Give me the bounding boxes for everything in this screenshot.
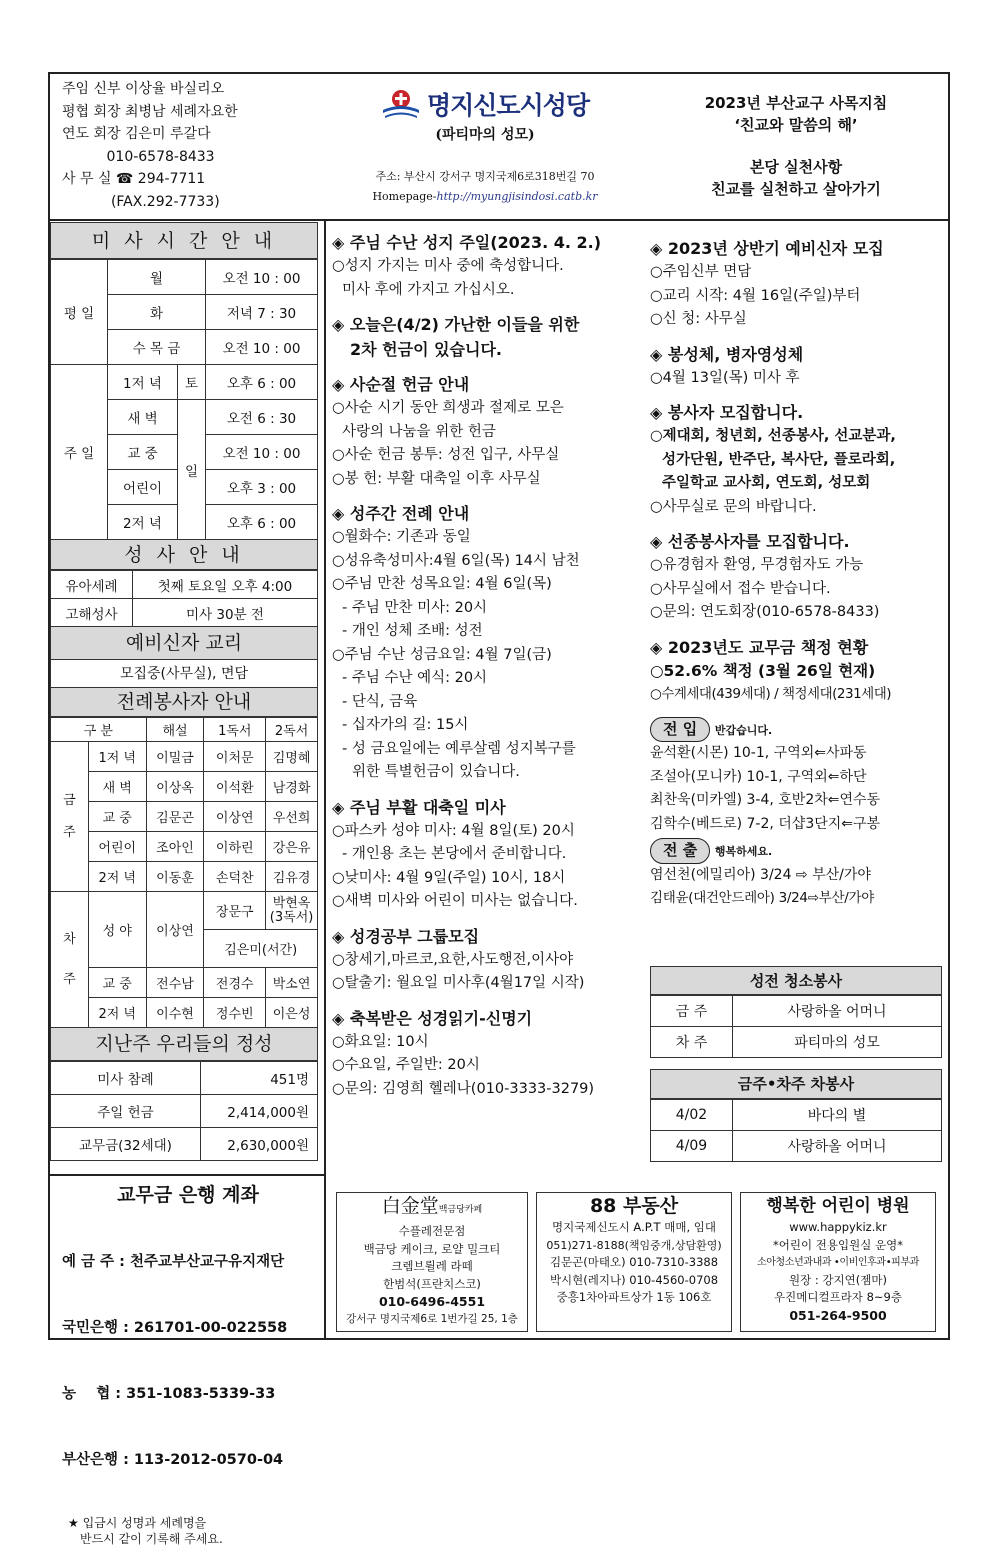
catechumen-title: 예비신자 교리 bbox=[50, 627, 318, 660]
staff-line: (FAX.292-7733) bbox=[62, 193, 220, 210]
bank-title: 교무금 은행 계좌 bbox=[117, 1184, 259, 1206]
mass-day: 교 중 bbox=[108, 435, 178, 470]
server-cell: 이상연 bbox=[204, 802, 266, 832]
motto-line: ‘친교와 말씀의 해’ bbox=[734, 116, 858, 134]
staff-line: 평협 회장 최병남 세례자요한 bbox=[62, 103, 238, 120]
ad-line: 중흥1차아파트상가 1동 106호 bbox=[556, 1290, 712, 1304]
text-line: 사랑의 나눔을 위한 헌금 bbox=[342, 423, 496, 440]
section-heading: ◈ 봉성체, 병자영성체 bbox=[650, 344, 804, 364]
this-week-label: 금 주 bbox=[51, 742, 89, 892]
text-line: ○4월 13일(목) 미사 후 bbox=[650, 369, 800, 386]
server-cell: 박소연 bbox=[266, 968, 318, 998]
text-line: - 주님 수난 예식: 20시 bbox=[342, 670, 488, 686]
text-line: 윤석환(시몬) 10-1, 구역외⇐사파동 bbox=[650, 745, 867, 761]
staff-line: 연도 회장 김은미 루갈다 bbox=[62, 126, 211, 142]
ad-line: 강서구 명지국제6로 1번가길 25, 1층 bbox=[346, 1312, 518, 1325]
left-column bbox=[50, 222, 318, 1161]
transfer-in-note: 반갑습니다. bbox=[714, 723, 773, 737]
text-line: ○주임신부 면담 bbox=[650, 264, 752, 280]
offering-table bbox=[50, 1061, 318, 1161]
server-cell: 어린이 bbox=[88, 832, 146, 862]
cleaning-key: 차 주 bbox=[651, 1027, 733, 1058]
tea-box bbox=[650, 1069, 942, 1162]
server-name: 박현옥 bbox=[272, 895, 311, 911]
mass-table bbox=[50, 259, 318, 540]
server-cell: 김명혜 bbox=[266, 742, 318, 772]
sacrament-value: 미사 30분 전 bbox=[133, 599, 318, 627]
mass-time: 오전 10 : 00 bbox=[206, 435, 318, 470]
server-cell: 2저 녁 bbox=[88, 862, 146, 892]
cleaning-value: 파티마의 성모 bbox=[733, 1027, 942, 1058]
homepage-link[interactable]: http://myungjisindosi.catb.kr bbox=[436, 190, 598, 203]
text-line: ○신 청: 사무실 bbox=[650, 311, 747, 327]
text-line: 최찬욱(미카엘) 3-4, 호반2차⇐연수동 bbox=[650, 792, 881, 808]
ad-line: 김문곤(마태오) 010-7310-3388 bbox=[549, 1255, 719, 1269]
text-line: ○문의: 김영희 헬레나(010-3333-3279) bbox=[332, 1080, 595, 1097]
server-cell: 이은성 bbox=[266, 998, 318, 1028]
staff-line: 사 무 실 ☎ 294-7711 bbox=[62, 171, 206, 187]
mass-time: 오후 6 : 00 bbox=[206, 505, 318, 540]
server-role: (3독서) bbox=[269, 909, 314, 925]
church-subtitle: (파티마의 성모) bbox=[435, 127, 535, 143]
text-line: 미사 후에 가지고 가십시오. bbox=[342, 281, 515, 298]
section-heading: ◈ 선종봉사자를 모집합니다. bbox=[650, 532, 850, 551]
server-cell: 이동훈 bbox=[146, 862, 204, 892]
text-line: ○성지 가지는 미사 중에 축성합니다. bbox=[332, 258, 564, 274]
ad-line: 051-264-9500 bbox=[789, 1307, 887, 1323]
mass-time: 오후 3 : 00 bbox=[206, 470, 318, 505]
offering-value: 2,630,000원 bbox=[201, 1128, 318, 1161]
offering-value: 2,414,000원 bbox=[201, 1095, 318, 1128]
offering-key: 교무금(32세대) bbox=[51, 1128, 201, 1161]
motto-line bbox=[650, 136, 942, 156]
text-line: ○탈출기: 월요일 미사후(4월17일 시작) bbox=[332, 975, 585, 991]
bank-note-line: ★ 입금시 성명과 세례명을 bbox=[68, 1516, 207, 1530]
ad-title bbox=[337, 1193, 527, 1223]
sacrament-key: 유아세례 bbox=[51, 571, 133, 599]
ad-title: 88 부동산 bbox=[589, 1195, 679, 1217]
divider bbox=[324, 221, 326, 1176]
staff-line: 010-6578-8433 bbox=[62, 148, 215, 165]
bank-line: 예 금 주 : 천주교부산교구유지재단 bbox=[62, 1254, 285, 1270]
transfer-out-note: 행복하세요. bbox=[714, 845, 773, 858]
section-heading: ◈ 봉사자 모집합니다. bbox=[650, 403, 804, 422]
ad-realestate bbox=[536, 1192, 732, 1332]
mass-title: 미 사 시 간 안 내 bbox=[50, 222, 318, 259]
center-column bbox=[332, 230, 640, 1101]
motto-line: 본당 실천사항 bbox=[749, 158, 843, 176]
server-cell: 이상연 bbox=[146, 892, 204, 968]
text-line: 염선천(에밀리아) 3/24 ⇨ 부산/가야 bbox=[650, 866, 871, 883]
divider bbox=[324, 1176, 326, 1340]
server-cell: 남경화 bbox=[266, 772, 318, 802]
servers-header: 1독서 bbox=[204, 718, 266, 742]
ad-line: 소아청소년과내과 •이비인후과•피부과 bbox=[757, 1257, 919, 1268]
ad-line: www.happykiz.kr bbox=[789, 1220, 887, 1234]
server-cell: 이하린 bbox=[204, 832, 266, 862]
cleaning-table bbox=[650, 995, 942, 1058]
tea-title: 금주•차주 차봉사 bbox=[650, 1069, 942, 1099]
text-line: ○사순 헌금 봉투: 성전 입구, 사무실 bbox=[332, 447, 560, 463]
server-cell: 전수남 bbox=[146, 968, 204, 998]
mass-time: 오전 6 : 30 bbox=[206, 400, 318, 435]
text-line: ○수계세대(439세대) / 책정세대(231세대) bbox=[650, 686, 892, 702]
homepage-label: Homepage- bbox=[372, 190, 437, 203]
text-line: ○봉 헌: 부활 대축일 이후 사무실 bbox=[332, 470, 541, 487]
mass-time: 오후 6 : 00 bbox=[206, 365, 318, 400]
weekday-label: 평 일 bbox=[51, 260, 108, 365]
cleaning-title: 성전 청소봉사 bbox=[650, 966, 942, 995]
offering-title: 지난주 우리들의 정성 bbox=[50, 1028, 318, 1061]
header-divider bbox=[50, 219, 948, 221]
ad-title-small: 백금당카페 bbox=[438, 1205, 483, 1215]
bank-note-line: 반드시 같이 기록해 주세요. bbox=[80, 1532, 223, 1546]
section-heading: 2차 헌금이 있습니다. bbox=[350, 340, 502, 359]
sacrament-table bbox=[50, 570, 318, 627]
server-cell: 김유경 bbox=[266, 862, 318, 892]
mass-day: 월 bbox=[108, 260, 206, 295]
mass-sun: 일 bbox=[178, 400, 206, 540]
text-line: 성가단원, 반주단, 복사단, 플로라회, bbox=[662, 451, 896, 468]
text-line: ○문의: 연도회장(010-6578-8433) bbox=[650, 604, 880, 620]
mass-day: 화 bbox=[108, 295, 206, 330]
servers-table bbox=[50, 717, 318, 1028]
servers-title: 전례봉사자 안내 bbox=[50, 688, 318, 717]
church-logo-icon bbox=[381, 88, 421, 120]
bank-line: 국민은행 : 261701-00-022558 bbox=[62, 1320, 288, 1336]
text-line: 주일학교 교사회, 연도회, 성모회 bbox=[662, 475, 871, 491]
text-line: ○교리 시작: 4월 16일(주일)부터 bbox=[650, 287, 861, 304]
server-cell: 조아인 bbox=[146, 832, 204, 862]
text-line: ○월화수: 기존과 동일 bbox=[332, 529, 471, 545]
server-cell bbox=[266, 892, 318, 930]
tea-value: 바다의 별 bbox=[733, 1100, 942, 1131]
server-cell: 김은미(서간) bbox=[204, 930, 318, 968]
text-line: - 십자가의 길: 15시 bbox=[342, 717, 469, 733]
server-cell: 교 중 bbox=[88, 802, 146, 832]
mass-day: 새 벽 bbox=[108, 400, 178, 435]
transfer-out bbox=[650, 838, 944, 864]
server-cell: 정수빈 bbox=[204, 998, 266, 1028]
ad-cafe bbox=[336, 1192, 528, 1332]
text-line: ○52.6% 책정 (3월 26일 현재) bbox=[650, 661, 876, 680]
text-line: ○제대회, 청년회, 선종봉사, 선교분과, bbox=[650, 428, 896, 444]
offering-value: 451명 bbox=[201, 1062, 318, 1095]
ad-line: 우진메디컬프라자 8~9층 bbox=[774, 1290, 902, 1304]
transfer-in-label: 전 입 bbox=[650, 717, 710, 743]
server-cell: 교 중 bbox=[88, 968, 146, 998]
ad-line: 백금당 케이크, 로얄 밀크티 bbox=[363, 1241, 501, 1256]
mass-day: 수 목 금 bbox=[108, 330, 206, 365]
server-cell: 이수현 bbox=[146, 998, 204, 1028]
text-line: ○사순 시기 동안 희생과 절제로 모은 bbox=[332, 400, 564, 416]
ad-line: 원장 : 강지연(젬마) bbox=[789, 1272, 887, 1287]
right-column bbox=[650, 236, 944, 911]
text-line: ○창세기,마르코,요한,사도행전,이사야 bbox=[332, 951, 574, 968]
server-cell: 전경수 bbox=[204, 968, 266, 998]
section-heading: ◈ 오늘은(4/2) 가난한 이들을 위한 bbox=[332, 315, 580, 334]
section-heading: ◈ 주님 부활 대축일 미사 bbox=[332, 797, 506, 817]
server-cell: 2저 녁 bbox=[88, 998, 146, 1028]
ad-hospital bbox=[740, 1192, 936, 1332]
mass-time: 오전 10 : 00 bbox=[206, 260, 318, 295]
mass-sat: 토 bbox=[178, 365, 206, 400]
ad-line: 051)271-8188(책임중개,상담환영) bbox=[546, 1238, 722, 1252]
text-line: ○성유축성미사:4월 6일(목) 14시 남천 bbox=[332, 552, 580, 569]
text-line: ○주님 만찬 성목요일: 4월 6일(목) bbox=[332, 576, 552, 592]
cleaning-key: 금 주 bbox=[651, 996, 733, 1027]
section-heading: ◈ 주님 수난 성지 주일(2023. 4. 2.) bbox=[332, 233, 602, 252]
header-church bbox=[330, 78, 640, 203]
server-cell: 김문곤 bbox=[146, 802, 204, 832]
bank-box bbox=[50, 1180, 326, 1547]
text-line: 김학수(베드로) 7-2, 더샵3단지⇐구봉 bbox=[650, 815, 881, 832]
header-staff bbox=[62, 78, 238, 213]
ad-line: *어린이 전용입원실 운영* bbox=[773, 1237, 903, 1252]
transfer-in bbox=[650, 717, 944, 743]
mass-day: 어린이 bbox=[108, 470, 178, 505]
bank-note bbox=[50, 1515, 326, 1547]
bank-line: 농 협 : 351-1083-5339-33 bbox=[62, 1386, 276, 1402]
ad-line: 010-6496-4551 bbox=[378, 1294, 486, 1309]
text-line: ○사무실로 문의 바랍니다. bbox=[650, 498, 817, 515]
homepage bbox=[330, 190, 640, 203]
mass-time: 오전 10 : 00 bbox=[206, 330, 318, 365]
tea-key: 4/09 bbox=[651, 1131, 733, 1162]
staff-line: 주임 신부 이상율 바실리오 bbox=[62, 81, 225, 97]
cleaning-value: 사랑하올 어머니 bbox=[733, 996, 942, 1027]
text-line: ○파스카 성야 미사: 4월 8일(토) 20시 bbox=[332, 822, 575, 839]
text-line: ○수요일, 주일반: 20시 bbox=[332, 1057, 480, 1073]
section-heading: ◈ 성주간 전례 안내 bbox=[332, 504, 470, 523]
church-name: 명지신도시성당 bbox=[426, 92, 590, 120]
text-line: - 성 금요일에는 예루살렘 성지복구를 bbox=[342, 740, 576, 757]
ad-title-text: 白金堂 bbox=[381, 1195, 439, 1217]
ad-line: 한범석(프란치스코) bbox=[383, 1276, 481, 1291]
server-cell: 손덕찬 bbox=[204, 862, 266, 892]
servers-header: 구 분 bbox=[51, 718, 147, 742]
server-cell: 이처문 bbox=[204, 742, 266, 772]
mass-day: 2저 녁 bbox=[108, 505, 178, 540]
sunday-label: 주 일 bbox=[51, 365, 108, 540]
next-week-label: 차 주 bbox=[51, 892, 89, 1028]
tea-value: 사랑하올 어머니 bbox=[733, 1131, 942, 1162]
server-cell: 강은유 bbox=[266, 832, 318, 862]
sacrament-title: 성 사 안 내 bbox=[50, 540, 318, 570]
sacrament-key: 고해성사 bbox=[51, 599, 133, 627]
server-cell: 이석환 bbox=[204, 772, 266, 802]
section-heading: ◈ 성경공부 그룹모집 bbox=[332, 926, 480, 946]
ad-line: 크렘브륄레 라떼 bbox=[391, 1259, 473, 1273]
server-cell: 이상옥 bbox=[146, 772, 204, 802]
cleaning-box bbox=[650, 966, 942, 1058]
servers-header: 해설 bbox=[146, 718, 204, 742]
server-cell: 성 야 bbox=[88, 892, 146, 968]
text-line: 김태윤(대건안드레아) 3/24⇨부산/가야 bbox=[650, 890, 874, 906]
text-line: ○새벽 미사와 어린이 미사는 없습니다. bbox=[332, 893, 578, 909]
server-cell: 새 벽 bbox=[88, 772, 146, 802]
offering-key: 주일 헌금 bbox=[51, 1095, 201, 1128]
server-cell: 장문구 bbox=[204, 892, 266, 930]
text-line: - 개인 성체 조배: 성전 bbox=[342, 623, 483, 639]
divider bbox=[50, 1174, 326, 1176]
server-cell: 이밀금 bbox=[146, 742, 204, 772]
church-address: 주소: 부산시 강서구 명지국제6로318번길 70 bbox=[375, 170, 595, 183]
tea-table bbox=[650, 1099, 942, 1162]
bank-lines bbox=[50, 1207, 326, 1515]
mass-day: 1저 녁 bbox=[108, 365, 178, 400]
text-line: - 개인용 초는 본당에서 준비합니다. bbox=[342, 846, 567, 862]
section-heading: ◈ 2023년도 교무금 책정 현황 bbox=[650, 637, 869, 657]
ad-line: 명지국제신도시 A.P.T 매매, 임대 bbox=[552, 1220, 716, 1234]
section-heading: ◈ 축복받은 성경읽기-신명기 bbox=[332, 1008, 533, 1028]
text-line: 조설아(모니카) 10-1, 구역외⇐하단 bbox=[650, 768, 867, 785]
servers-header: 2독서 bbox=[266, 718, 318, 742]
motto-line: 친교를 실천하고 살아가기 bbox=[711, 180, 881, 198]
transfer-out-label: 전 출 bbox=[650, 838, 710, 864]
server-cell: 1저 녁 bbox=[88, 742, 146, 772]
ad-line: 수플레전문점 bbox=[398, 1224, 466, 1238]
text-line: ○주님 수난 성금요일: 4월 7일(금) bbox=[332, 646, 552, 663]
ad-line: 박시현(레지나) 010-4560-0708 bbox=[549, 1272, 719, 1287]
text-line: ○유경험자 환영, 무경험자도 가능 bbox=[650, 557, 864, 573]
motto-line: 2023년 부산교구 사목지침 bbox=[704, 94, 888, 112]
mass-time: 저녁 7 : 30 bbox=[206, 295, 318, 330]
bank-line: 부산은행 : 113-2012-0570-04 bbox=[62, 1452, 284, 1468]
section-heading: ◈ 사순절 헌금 안내 bbox=[332, 375, 470, 394]
text-line: ○낮미사: 4월 9일(주일) 10시, 18시 bbox=[332, 869, 566, 886]
sacrament-value: 첫째 토요일 오후 4:00 bbox=[133, 571, 318, 599]
offering-key: 미사 참례 bbox=[51, 1062, 201, 1095]
header-motto bbox=[650, 92, 942, 200]
section-heading: ◈ 2023년 상반기 예비신자 모집 bbox=[650, 239, 884, 258]
tea-key: 4/02 bbox=[651, 1100, 733, 1131]
text-line: - 주님 만찬 미사: 20시 bbox=[342, 599, 488, 616]
text-line: ○사무실에서 접수 받습니다. bbox=[650, 580, 831, 597]
ad-title: 행복한 어린이 병원 bbox=[766, 1196, 910, 1216]
text-line: - 단식, 금육 bbox=[342, 693, 418, 710]
text-line: 위한 특별헌금이 있습니다. bbox=[352, 764, 520, 780]
catechumen-text: 모집중(사무실), 면담 bbox=[50, 660, 318, 688]
server-cell: 우선희 bbox=[266, 802, 318, 832]
text-line: ○화요일: 10시 bbox=[332, 1033, 429, 1050]
